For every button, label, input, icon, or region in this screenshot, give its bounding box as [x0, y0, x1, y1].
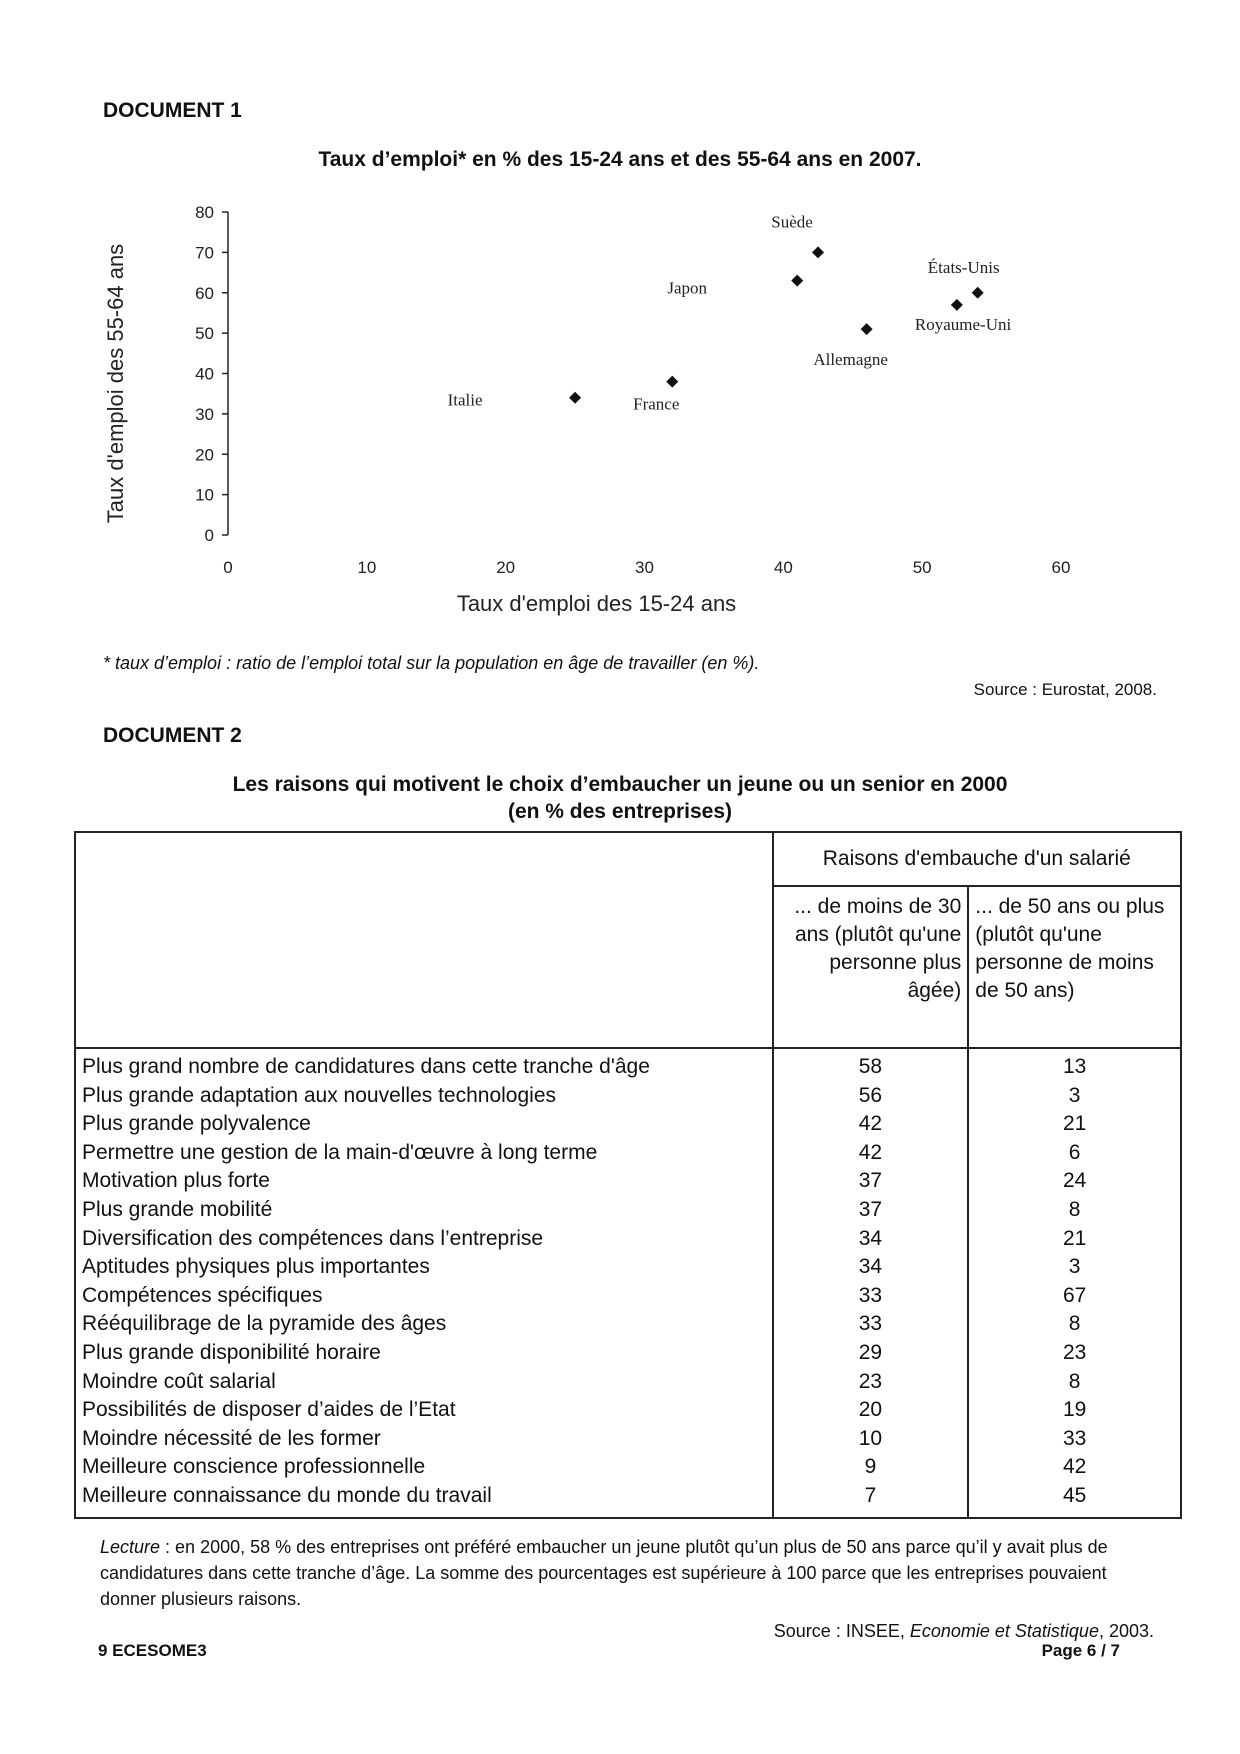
row-reason: Moindre nécessité de les former [75, 1425, 773, 1454]
row-value-50-plus: 19 [968, 1396, 1181, 1425]
row-reason: Permettre une gestion de la main-d'œuvre à long terme [75, 1139, 773, 1168]
x-axis-title: Taux d'emploi des 15-24 ans [456, 591, 737, 616]
y-tick-label: 50 [195, 324, 214, 344]
row-value-50-plus: 33 [968, 1425, 1181, 1454]
row-value-under-30: 37 [773, 1196, 969, 1225]
y-tick-label: 70 [195, 243, 214, 263]
row-value-50-plus: 67 [968, 1282, 1181, 1311]
row-reason: Motivation plus forte [75, 1167, 773, 1196]
data-point [666, 376, 678, 388]
page-number: Page 6 / 7 [1041, 1641, 1120, 1660]
point-label: Italie [447, 390, 483, 410]
point-label: États-Unis [927, 257, 1000, 277]
row-value-under-30: 33 [773, 1310, 969, 1339]
point-label: Royaume-Uni [914, 314, 1012, 334]
table-row [75, 1425, 1181, 1454]
row-reason: Plus grande mobilité [75, 1196, 773, 1225]
table-row [75, 1310, 1181, 1339]
row-value-under-30: 29 [773, 1339, 969, 1368]
table-row [75, 1339, 1181, 1368]
row-value-under-30: 56 [773, 1082, 969, 1111]
row-reason: Plus grande polyvalence [75, 1110, 773, 1139]
table-row [75, 1139, 1181, 1168]
source-prefix: Source : INSEE, [773, 1621, 910, 1641]
row-reason: Meilleure connaissance du monde du travail [75, 1482, 773, 1518]
row-value-under-30: 58 [773, 1048, 969, 1082]
row-value-50-plus: 42 [968, 1453, 1181, 1482]
row-reason: Possibilités de disposer d’aides de l’Etat [75, 1396, 773, 1425]
row-value-under-30: 20 [773, 1396, 969, 1425]
table-row [75, 1253, 1181, 1282]
y-tick-label: 40 [195, 364, 214, 384]
x-tick-label: 40 [773, 558, 793, 577]
row-value-under-30: 10 [773, 1425, 969, 1454]
data-point [951, 299, 963, 311]
chart-title: Taux d’emploi* en % des 15-24 ans et des 55-64 ans en 2007. [318, 148, 922, 171]
document-2-heading: DOCUMENT 2 [103, 724, 242, 747]
footnote: * taux d’emploi : ratio de l’emploi total sur la population en âge de travailler (en %). [103, 653, 760, 673]
data-point [569, 392, 581, 404]
row-value-under-30: 34 [773, 1225, 969, 1254]
table-row [75, 1048, 1181, 1082]
y-tick-label: 30 [195, 404, 214, 424]
row-value-50-plus: 8 [968, 1310, 1181, 1339]
y-tick-label: 60 [195, 283, 214, 303]
row-value-50-plus: 21 [968, 1110, 1181, 1139]
table-row [75, 1482, 1181, 1518]
row-value-50-plus: 23 [968, 1339, 1181, 1368]
x-tick-label: 20 [496, 558, 516, 577]
table-title: Les raisons qui motivent le choix d’embaucher un jeune ou un senior en 2000 [232, 773, 1008, 796]
y-tick-label: 80 [195, 203, 214, 222]
table-row [75, 1167, 1181, 1196]
scatter-chart [0, 190, 1240, 630]
reading-text: : en 2000, 58 % des entreprises ont préféré embaucher un jeune plutôt qu’un plus de 50 ans parce qu’il y avait plus de candidatures dans cette tranche d’âge. La somme des pourcentages est supérieure à 100 parce que les entreprises pouvaient donner plusieurs raisons. [100, 1537, 1108, 1609]
row-value-under-30: 23 [773, 1368, 969, 1397]
x-tick-label: 0 [223, 558, 233, 577]
row-value-50-plus: 45 [968, 1482, 1181, 1518]
y-axis-title: Taux d'emploi des 55-64 ans [103, 243, 128, 524]
data-point [972, 287, 984, 299]
data-point [812, 246, 824, 258]
row-reason: Compétences spécifiques [75, 1282, 773, 1311]
table-subtitle: (en % des entreprises) [507, 800, 733, 823]
row-reason: Aptitudes physiques plus importantes [75, 1253, 773, 1282]
table-row [75, 1225, 1181, 1254]
table-row [75, 1368, 1181, 1397]
x-tick-label: 60 [1051, 558, 1071, 577]
table-row [75, 1453, 1181, 1482]
row-value-under-30: 42 [773, 1139, 969, 1168]
reading-label: Lecture [100, 1537, 161, 1557]
y-tick-label: 10 [195, 485, 214, 505]
source-year: , 2003. [1098, 1621, 1154, 1641]
x-tick-label: 30 [635, 558, 654, 577]
column-header-under-30: ... de moins de 30 ans (plutôt qu'une personne plus âgée) [773, 886, 969, 1048]
point-label: Allemagne [813, 350, 888, 370]
row-value-50-plus: 8 [968, 1196, 1181, 1225]
point-label: France [633, 394, 680, 414]
group-header: Raisons d'embauche d'un salarié [773, 832, 1181, 886]
row-value-under-30: 9 [773, 1453, 969, 1482]
reading-note [100, 1534, 1150, 1612]
row-reason: Meilleure conscience professionnelle [75, 1453, 773, 1482]
table-row [75, 1396, 1181, 1425]
table-body [75, 1048, 1181, 1518]
row-reason: Rééquilibrage de la pyramide des âges [75, 1310, 773, 1339]
table-row [75, 1110, 1181, 1139]
source-eurostat: Source : Eurostat, 2008. [973, 680, 1157, 699]
data-point [861, 323, 873, 335]
row-value-50-plus: 13 [968, 1048, 1181, 1082]
table-row [75, 1282, 1181, 1311]
row-value-50-plus: 3 [968, 1082, 1181, 1111]
row-value-50-plus: 6 [968, 1139, 1181, 1168]
source-journal: Economie et Statistique [909, 1621, 1099, 1641]
row-value-under-30: 37 [773, 1167, 969, 1196]
document-1-heading: DOCUMENT 1 [103, 99, 242, 122]
row-value-under-30: 33 [773, 1282, 969, 1311]
exam-code: 9 ECESOME3 [98, 1641, 207, 1660]
row-value-under-30: 34 [773, 1253, 969, 1282]
table-row [75, 1082, 1181, 1111]
source-insee [774, 1621, 1154, 1642]
point-label: Japon [667, 278, 708, 298]
data-point [791, 275, 803, 287]
row-reason: Moindre coût salarial [75, 1368, 773, 1397]
row-value-50-plus: 3 [968, 1253, 1181, 1282]
row-value-under-30: 7 [773, 1482, 969, 1518]
hiring-reasons-table [74, 831, 1182, 1519]
row-reason: Plus grand nombre de candidatures dans cette tranche d'âge [75, 1048, 773, 1082]
table-corner-cell [75, 832, 773, 1048]
row-reason: Plus grande adaptation aux nouvelles technologies [75, 1082, 773, 1111]
x-tick-label: 50 [912, 558, 932, 577]
table-row [75, 1196, 1181, 1225]
row-value-under-30: 42 [773, 1110, 969, 1139]
y-tick-label: 0 [204, 526, 214, 545]
row-reason: Plus grande disponibilité horaire [75, 1339, 773, 1368]
row-value-50-plus: 24 [968, 1167, 1181, 1196]
row-value-50-plus: 8 [968, 1368, 1181, 1397]
row-reason: Diversification des compétences dans l’entreprise [75, 1225, 773, 1254]
column-header-50-plus: ... de 50 ans ou plus (plutôt qu'une personne de moins de 50 ans) [968, 886, 1181, 1048]
x-tick-label: 10 [357, 558, 377, 577]
y-tick-label: 20 [195, 445, 214, 465]
row-value-50-plus: 21 [968, 1225, 1181, 1254]
point-label: Suède [771, 212, 813, 232]
